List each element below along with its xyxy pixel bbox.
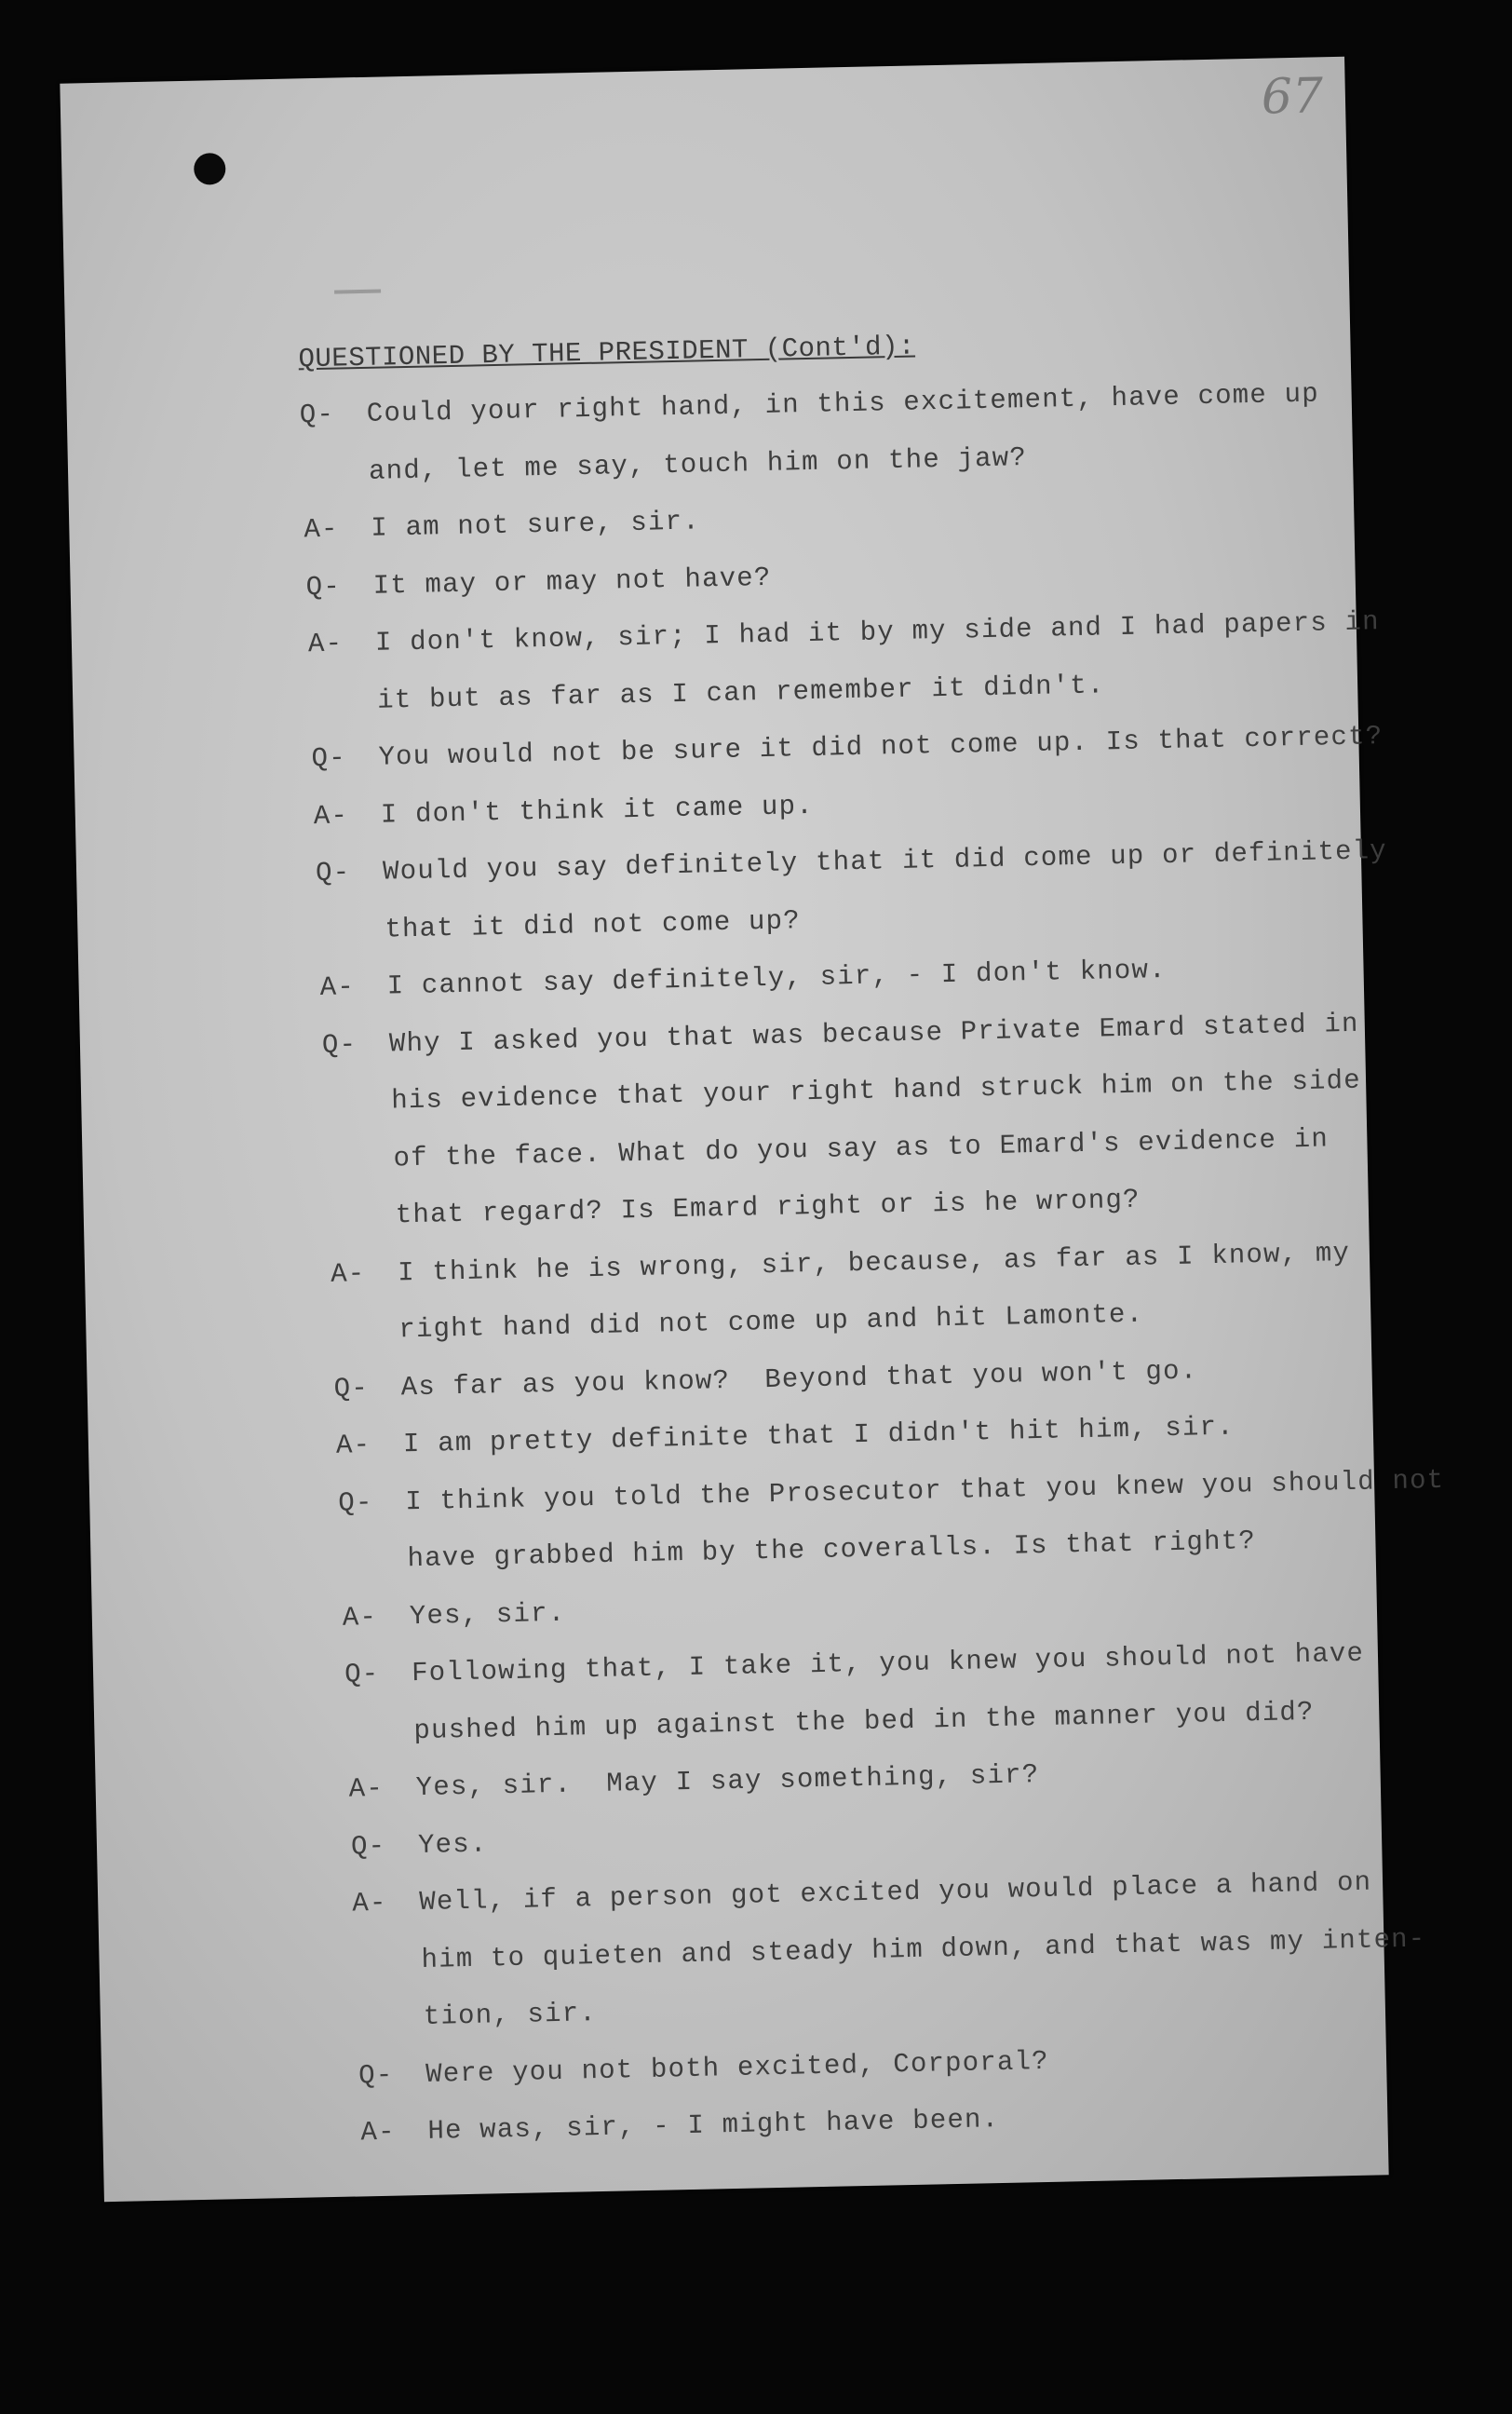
transcript-line: [304, 493, 1329, 551]
speaker-label: A-: [348, 1772, 385, 1805]
transcript-line: [340, 1524, 1365, 1582]
transcript-line: [317, 894, 1343, 953]
line-text: his evidence that your right hand struck him on the side: [390, 1065, 1362, 1117]
line-text: that regard? Is Emard right or is he wrong?: [395, 1184, 1141, 1231]
line-text: Were you not both excited, Corporal?: [425, 2045, 1050, 2090]
document-page: [60, 57, 1445, 2202]
transcript-line: [354, 1922, 1426, 1983]
transcript-line: [324, 1065, 1362, 1124]
transcript-line: [357, 1981, 1382, 2040]
speaker-label: A-: [319, 971, 356, 1004]
line-text: Yes, sir. May I say something, sir?: [415, 1759, 1040, 1804]
speaker-label: A-: [330, 1257, 366, 1290]
line-text: Yes.: [417, 1828, 488, 1861]
line-text: right hand did not come up and hit Lamonte.: [398, 1298, 1144, 1346]
transcript-line: [314, 780, 1339, 838]
speaker-label: A-: [351, 1887, 387, 1919]
transcript-line: [319, 951, 1344, 1010]
speaker-label: Q-: [311, 742, 347, 775]
transcript-line: [331, 1237, 1356, 1295]
line-text: pushed him up against the bed in the manner you did?: [413, 1696, 1315, 1746]
speaker-label: A-: [342, 1601, 378, 1634]
speaker-label: A-: [307, 628, 344, 660]
line-text: have grabbed him by the coveralls. Is that right?: [407, 1526, 1257, 1575]
transcript-line: [326, 1122, 1351, 1181]
line-text: I think you told the Prosecutor that you knew you should not: [404, 1464, 1445, 1517]
line-text: I don't know, sir; I had it by my side and I had papers in: [374, 606, 1381, 658]
transcript-line: [321, 1008, 1359, 1066]
line-text: and, let me say, touch him on the jaw?: [368, 441, 1028, 487]
line-text: Would you say definitely that it did come up or definitely: [382, 835, 1388, 888]
line-text: I don't think it came up.: [380, 790, 815, 831]
line-text: him to quieten and steady him down, and that was my inten-: [421, 1922, 1426, 1975]
speaker-label: A-: [304, 513, 339, 546]
line-text: Could your right hand, in this excitement, have come up: [366, 378, 1320, 429]
transcript-line: [302, 436, 1327, 495]
transcript-line: [315, 835, 1388, 895]
speaker-label: Q-: [299, 399, 335, 431]
transcript-line: [348, 1753, 1373, 1811]
speaker-label: Q-: [305, 571, 342, 603]
transcript-line: [352, 1867, 1377, 1926]
speaker-label: Q-: [315, 857, 351, 889]
line-text: of the face. What do you say as to Emard's evidence in: [393, 1122, 1330, 1173]
transcript-line: [360, 2095, 1385, 2154]
transcript-line: [337, 1464, 1445, 1525]
transcript-line: [343, 1580, 1368, 1639]
speaker-label: Q-: [344, 1658, 380, 1690]
transcript-line: [329, 1180, 1354, 1239]
line-text: that it did not come up?: [385, 904, 802, 945]
section-heading: QUESTIONED BY THE PRESIDENT (Cont'd):: [298, 331, 916, 375]
transcript-line: [307, 606, 1381, 666]
speaker-label: Q-: [321, 1028, 358, 1061]
line-text: Following that, I take it, you knew you should not have: [411, 1637, 1365, 1689]
line-text: I cannot say definitely, sir, - I don't know.: [386, 955, 1168, 1002]
transcript-line: [346, 1695, 1371, 1754]
line-text: Why I asked you that was because Private Emard stated in: [388, 1008, 1359, 1060]
speaker-label: Q-: [333, 1372, 370, 1404]
line-text: Yes, sir.: [409, 1597, 566, 1632]
transcript-line: [336, 1409, 1361, 1468]
speaker-label: A-: [360, 2116, 397, 2149]
transcript-line: [358, 2039, 1384, 2097]
line-text: I am not sure, sir.: [371, 506, 701, 544]
line-text: Well, if a person got excited you would place a hand on: [418, 1866, 1372, 1919]
line-text: He was, sir, - I might have been.: [427, 2104, 1000, 2147]
transcript-line: [311, 721, 1384, 780]
transcript-line: [333, 1351, 1358, 1410]
speaker-label: Q-: [358, 2059, 394, 2091]
punch-hole: [194, 153, 226, 185]
speaker-label: Q-: [350, 1830, 386, 1863]
page-number: 67: [1261, 68, 1324, 126]
line-text: You would not be sure it did not come up. Is that correct?: [378, 721, 1384, 773]
transcript-line: [331, 1295, 1357, 1353]
ink-smudge: [334, 290, 381, 294]
transcript-line: [310, 665, 1335, 724]
line-text: I am pretty definite that I didn't hit him, sir.: [402, 1411, 1235, 1460]
transcript-line: [351, 1810, 1376, 1868]
line-text: It may or may not have?: [372, 562, 772, 602]
transcript-line: [344, 1638, 1370, 1697]
speaker-label: A-: [335, 1430, 371, 1461]
line-text: tion, sir.: [423, 1998, 598, 2032]
speaker-label: Q-: [337, 1486, 373, 1519]
speaker-label: A-: [313, 799, 349, 832]
line-text: As far as you know? Beyond that you won't go.: [400, 1354, 1198, 1403]
line-text: I think he is wrong, sir, because, as far as I know, my: [397, 1237, 1351, 1288]
transcript-line: [305, 550, 1330, 609]
line-text: it but as far as I can remember it didn't.: [376, 669, 1105, 716]
transcript-line: [299, 378, 1324, 437]
